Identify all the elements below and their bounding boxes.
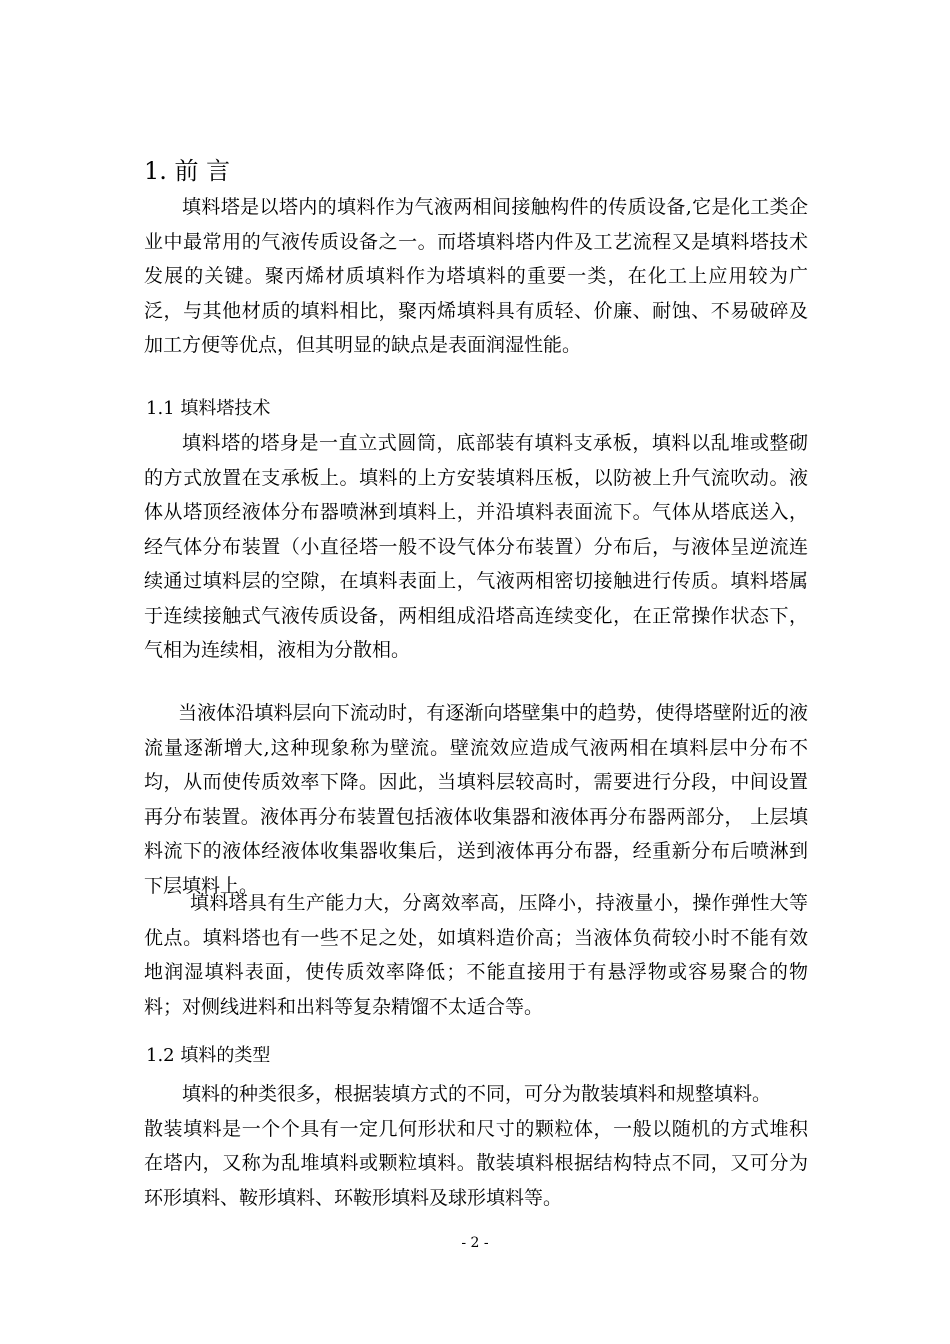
section-1-2-body xyxy=(144,1077,808,1215)
section-1-1-body-3 xyxy=(144,886,808,1024)
section-1-1-body-2 xyxy=(144,696,808,903)
page-number: - 2 - xyxy=(461,1235,489,1251)
section-heading-1-1: 1.1 填料塔技术 xyxy=(146,398,271,419)
page-title: 1. 前 言 xyxy=(144,157,231,185)
paragraph: 散装填料是一个个具有一定几何形状和尺寸的颗粒体，一般以随机的方式堆积在塔内，又称为乱堆填料或颗粒填料。散装填料根据结构特点不同，又可分为环形填料、鞍形填料、环鞍形填料及球形填料等。 xyxy=(144,1117,808,1209)
paragraph: 填料塔的塔身是一直立式圆筒，底部装有填料支承板，填料以乱堆或整砌的方式放置在支承板上。填料的上方安装填料压板，以防被上升气流吹动。液体从塔顶经液体分布器喷淋到填料上，并沿填料表面流下。气体从塔底送入，经气体分布装置（小直径塔一般不设气体分布装置）分布后，与液体呈逆流连续通过填料层的空隙，在填料表面上，气液两相密切接触进行传质。填料塔属于连续接触式气液传质设备，两相组成沿塔高连续变化，在正常操作状态下，气相为连续相，液相为分散相。 xyxy=(144,432,808,661)
paragraph: 填料的种类很多，根据装填方式的不同，可分为散装填料和规整填料。 xyxy=(182,1083,772,1105)
intro-paragraph: 填料塔是以塔内的填料作为气液两相间接触构件的传质设备,它是化工类企业中最常用的气液传质设备之一。而塔填料塔内件及工艺流程又是填料塔技术发展的关键。聚丙烯材质填料作为塔填料的重要一类，在化工上应用较为广泛，与其他材质的填料相比，聚丙烯填料具有质轻、价廉、耐蚀、不易破碎及加工方便等优点，但其明显的缺点是表面润湿性能。 xyxy=(144,196,808,356)
paragraph: 当液体沿填料层向下流动时，有逐渐向塔壁集中的趋势，使得塔壁附近的液流量逐渐增大,这种现象称为壁流。壁流效应造成气液两相在填料层中分布不均，从而使传质效率下降。因此，当填料层较高时，需要进行分段，中间设置再分布装置。液体再分布装置包括液体收集器和液体再分布器两部分， 上层填料流下的液体经液体收集器收集后，送到液体再分布器，经重新分布后喷淋到下层填料上。 xyxy=(144,702,808,897)
paragraph: 填料塔具有生产能力大，分离效率高，压降小，持液量小，操作弹性大等优点。填料塔也有一些不足之处，如填料造价高；当液体负荷较小时不能有效地润湿填料表面，使传质效率降低；不能直接用于有悬浮物或容易聚合的物料；对侧线进料和出料等复杂精馏不太适合等。 xyxy=(144,892,808,1018)
section-1-1-body xyxy=(144,426,808,668)
intro-section xyxy=(144,190,808,363)
section-heading-1-2: 1.2 填料的类型 xyxy=(146,1045,271,1066)
